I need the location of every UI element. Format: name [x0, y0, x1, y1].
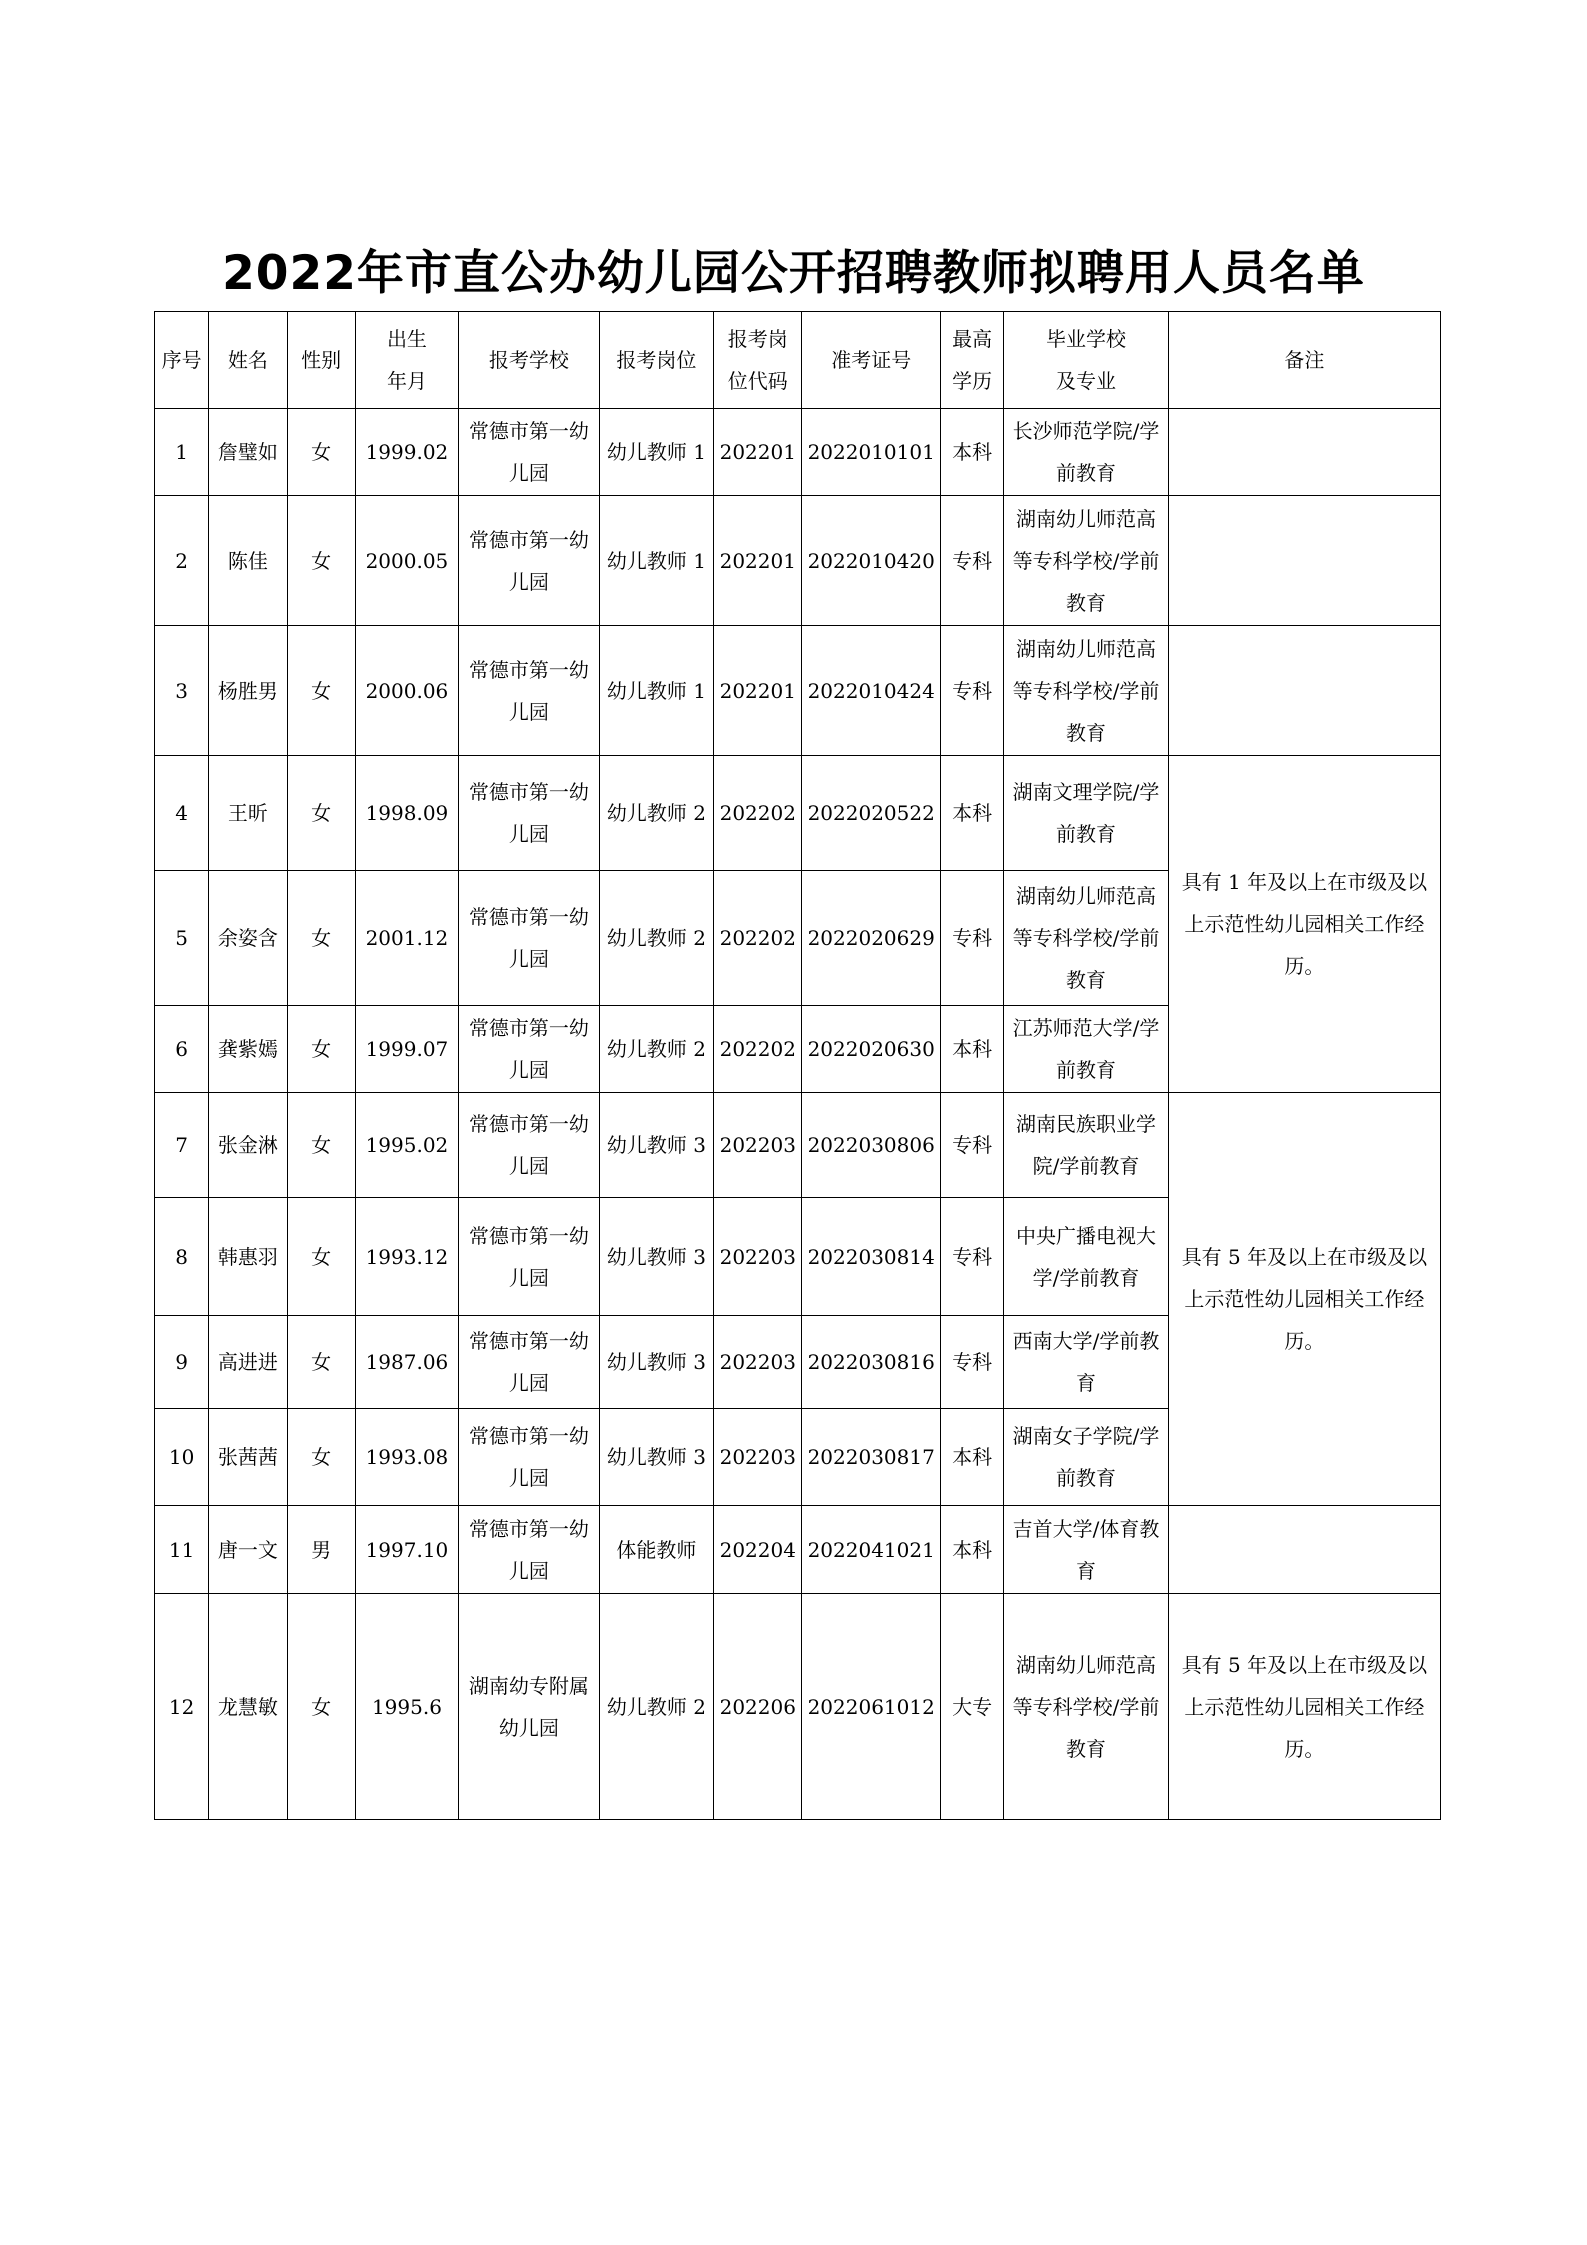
birth-cell: 1999.02: [355, 409, 458, 496]
note-cell-row-12: 具有 5 年及以上在市级及以 上示范性幼儿园相关工作经 历。: [1168, 1594, 1440, 1820]
school-cell: 常德市第一幼 儿园: [459, 1093, 600, 1198]
grad-cell: 湖南民族职业学 院/学前教育: [1004, 1093, 1169, 1198]
grad-cell: 江苏师范大学/学 前教育: [1004, 1006, 1169, 1093]
edu-cell: 大专: [940, 1594, 1003, 1820]
table-row: [155, 1506, 1441, 1594]
note-cell: [1168, 626, 1440, 756]
table-row: [155, 496, 1441, 626]
birth-cell: 2001.12: [355, 871, 458, 1006]
edu-cell: 专科: [940, 871, 1003, 1006]
header-seq: 序号: [155, 312, 209, 409]
seq-cell: 12: [155, 1594, 209, 1820]
name-cell: 龙慧敏: [209, 1594, 287, 1820]
code-cell: 202202: [714, 756, 802, 871]
gender-cell: 女: [287, 1409, 355, 1506]
ticket-cell: 2022030806: [802, 1093, 941, 1198]
code-cell: 202203: [714, 1093, 802, 1198]
code-cell: 202202: [714, 871, 802, 1006]
birth-cell: 1998.09: [355, 756, 458, 871]
code-cell: 202202: [714, 1006, 802, 1093]
seq-cell: 7: [155, 1093, 209, 1198]
birth-cell: 1995.6: [355, 1594, 458, 1820]
edu-cell: 本科: [940, 409, 1003, 496]
header-grad: 毕业学校 及专业: [1004, 312, 1169, 409]
grad-cell: 中央广播电视大 学/学前教育: [1004, 1198, 1169, 1316]
grad-cell: 西南大学/学前教 育: [1004, 1316, 1169, 1409]
school-cell: 常德市第一幼 儿园: [459, 756, 600, 871]
gender-cell: 女: [287, 409, 355, 496]
school-cell: 常德市第一幼 儿园: [459, 496, 600, 626]
code-cell: 202203: [714, 1409, 802, 1506]
school-cell: 常德市第一幼 儿园: [459, 1506, 600, 1594]
seq-cell: 1: [155, 409, 209, 496]
code-cell: 202201: [714, 496, 802, 626]
gender-cell: 女: [287, 496, 355, 626]
ticket-cell: 2022061012: [802, 1594, 941, 1820]
edu-cell: 专科: [940, 496, 1003, 626]
table-row: [155, 1093, 1441, 1198]
name-cell: 詹璧如: [209, 409, 287, 496]
seq-cell: 10: [155, 1409, 209, 1506]
header-note: 备注: [1168, 312, 1440, 409]
birth-cell: 1993.12: [355, 1198, 458, 1316]
header-ticket: 准考证号: [802, 312, 941, 409]
gender-cell: 女: [287, 1594, 355, 1820]
edu-cell: 本科: [940, 1506, 1003, 1594]
code-cell: 202201: [714, 409, 802, 496]
note-cell: [1168, 409, 1440, 496]
ticket-cell: 2022020629: [802, 871, 941, 1006]
position-cell: 体能教师: [599, 1506, 713, 1594]
gender-cell: 女: [287, 871, 355, 1006]
school-cell: 常德市第一幼 儿园: [459, 1409, 600, 1506]
name-cell: 陈佳: [209, 496, 287, 626]
birth-cell: 1997.10: [355, 1506, 458, 1594]
seq-cell: 11: [155, 1506, 209, 1594]
school-cell: 常德市第一幼 儿园: [459, 1316, 600, 1409]
ticket-cell: 2022041021: [802, 1506, 941, 1594]
seq-cell: 2: [155, 496, 209, 626]
ticket-cell: 2022010424: [802, 626, 941, 756]
code-cell: 202203: [714, 1198, 802, 1316]
page-title: 2022年市直公办幼儿园公开招聘教师拟聘用人员名单: [222, 246, 1365, 301]
gender-cell: 女: [287, 756, 355, 871]
header-position: 报考岗位: [599, 312, 713, 409]
table-row: [155, 409, 1441, 496]
school-cell: 常德市第一幼 儿园: [459, 626, 600, 756]
table-row: [155, 626, 1441, 756]
seq-cell: 8: [155, 1198, 209, 1316]
ticket-cell: 2022020522: [802, 756, 941, 871]
table-row: [155, 1594, 1441, 1820]
ticket-cell: 2022010101: [802, 409, 941, 496]
gender-cell: 女: [287, 1093, 355, 1198]
gender-cell: 女: [287, 1198, 355, 1316]
note-cell: [1168, 496, 1440, 626]
grad-cell: 湖南女子学院/学 前教育: [1004, 1409, 1169, 1506]
position-cell: 幼儿教师 3: [599, 1198, 713, 1316]
note-cell-group-3: 具有 5 年及以上在市级及以 上示范性幼儿园相关工作经 历。: [1168, 1093, 1440, 1506]
edu-cell: 本科: [940, 756, 1003, 871]
birth-cell: 1999.07: [355, 1006, 458, 1093]
edu-cell: 本科: [940, 1006, 1003, 1093]
code-cell: 202203: [714, 1316, 802, 1409]
name-cell: 张金淋: [209, 1093, 287, 1198]
grad-cell: 长沙师范学院/学 前教育: [1004, 409, 1169, 496]
position-cell: 幼儿教师 2: [599, 1006, 713, 1093]
gender-cell: 女: [287, 1006, 355, 1093]
ticket-cell: 2022010420: [802, 496, 941, 626]
grad-cell: 湖南文理学院/学 前教育: [1004, 756, 1169, 871]
code-cell: 202206: [714, 1594, 802, 1820]
gender-cell: 女: [287, 626, 355, 756]
roster-table: [154, 311, 1441, 1820]
school-cell: 常德市第一幼 儿园: [459, 409, 600, 496]
birth-cell: 2000.06: [355, 626, 458, 756]
seq-cell: 5: [155, 871, 209, 1006]
name-cell: 韩惠羽: [209, 1198, 287, 1316]
grad-cell: 吉首大学/体育教 育: [1004, 1506, 1169, 1594]
note-cell: [1168, 1506, 1440, 1594]
seq-cell: 6: [155, 1006, 209, 1093]
birth-cell: 1993.08: [355, 1409, 458, 1506]
note-cell-group-2: 具有 1 年及以上在市级及以 上示范性幼儿园相关工作经 历。: [1168, 756, 1440, 1093]
name-cell: 龚紫嫣: [209, 1006, 287, 1093]
ticket-cell: 2022030816: [802, 1316, 941, 1409]
grad-cell: 湖南幼儿师范高 等专科学校/学前 教育: [1004, 626, 1169, 756]
edu-cell: 专科: [940, 626, 1003, 756]
table-row: [155, 756, 1441, 871]
edu-cell: 专科: [940, 1198, 1003, 1316]
seq-cell: 9: [155, 1316, 209, 1409]
grad-cell: 湖南幼儿师范高 等专科学校/学前 教育: [1004, 496, 1169, 626]
position-cell: 幼儿教师 1: [599, 626, 713, 756]
position-cell: 幼儿教师 1: [599, 409, 713, 496]
gender-cell: 女: [287, 1316, 355, 1409]
header-birth: 出生 年月: [355, 312, 458, 409]
seq-cell: 3: [155, 626, 209, 756]
school-cell: 常德市第一幼 儿园: [459, 1006, 600, 1093]
school-cell: 湖南幼专附属 幼儿园: [459, 1594, 600, 1820]
header-school: 报考学校: [459, 312, 600, 409]
ticket-cell: 2022030817: [802, 1409, 941, 1506]
name-cell: 王昕: [209, 756, 287, 871]
ticket-cell: 2022020630: [802, 1006, 941, 1093]
header-name: 姓名: [209, 312, 287, 409]
name-cell: 高进进: [209, 1316, 287, 1409]
header-row: [155, 312, 1441, 409]
header-gender: 性别: [287, 312, 355, 409]
name-cell: 杨胜男: [209, 626, 287, 756]
school-cell: 常德市第一幼 儿园: [459, 871, 600, 1006]
header-edu: 最高 学历: [940, 312, 1003, 409]
school-cell: 常德市第一幼 儿园: [459, 1198, 600, 1316]
seq-cell: 4: [155, 756, 209, 871]
edu-cell: 本科: [940, 1409, 1003, 1506]
edu-cell: 专科: [940, 1093, 1003, 1198]
header-code: 报考岗 位代码: [714, 312, 802, 409]
code-cell: 202201: [714, 626, 802, 756]
position-cell: 幼儿教师 1: [599, 496, 713, 626]
birth-cell: 1995.02: [355, 1093, 458, 1198]
edu-cell: 专科: [940, 1316, 1003, 1409]
gender-cell: 男: [287, 1506, 355, 1594]
name-cell: 张茜茜: [209, 1409, 287, 1506]
birth-cell: 2000.05: [355, 496, 458, 626]
name-cell: 余姿含: [209, 871, 287, 1006]
ticket-cell: 2022030814: [802, 1198, 941, 1316]
position-cell: 幼儿教师 2: [599, 1594, 713, 1820]
position-cell: 幼儿教师 3: [599, 1093, 713, 1198]
code-cell: 202204: [714, 1506, 802, 1594]
position-cell: 幼儿教师 3: [599, 1316, 713, 1409]
birth-cell: 1987.06: [355, 1316, 458, 1409]
name-cell: 唐一文: [209, 1506, 287, 1594]
position-cell: 幼儿教师 2: [599, 756, 713, 871]
position-cell: 幼儿教师 3: [599, 1409, 713, 1506]
grad-cell: 湖南幼儿师范高 等专科学校/学前 教育: [1004, 1594, 1169, 1820]
grad-cell: 湖南幼儿师范高 等专科学校/学前 教育: [1004, 871, 1169, 1006]
position-cell: 幼儿教师 2: [599, 871, 713, 1006]
